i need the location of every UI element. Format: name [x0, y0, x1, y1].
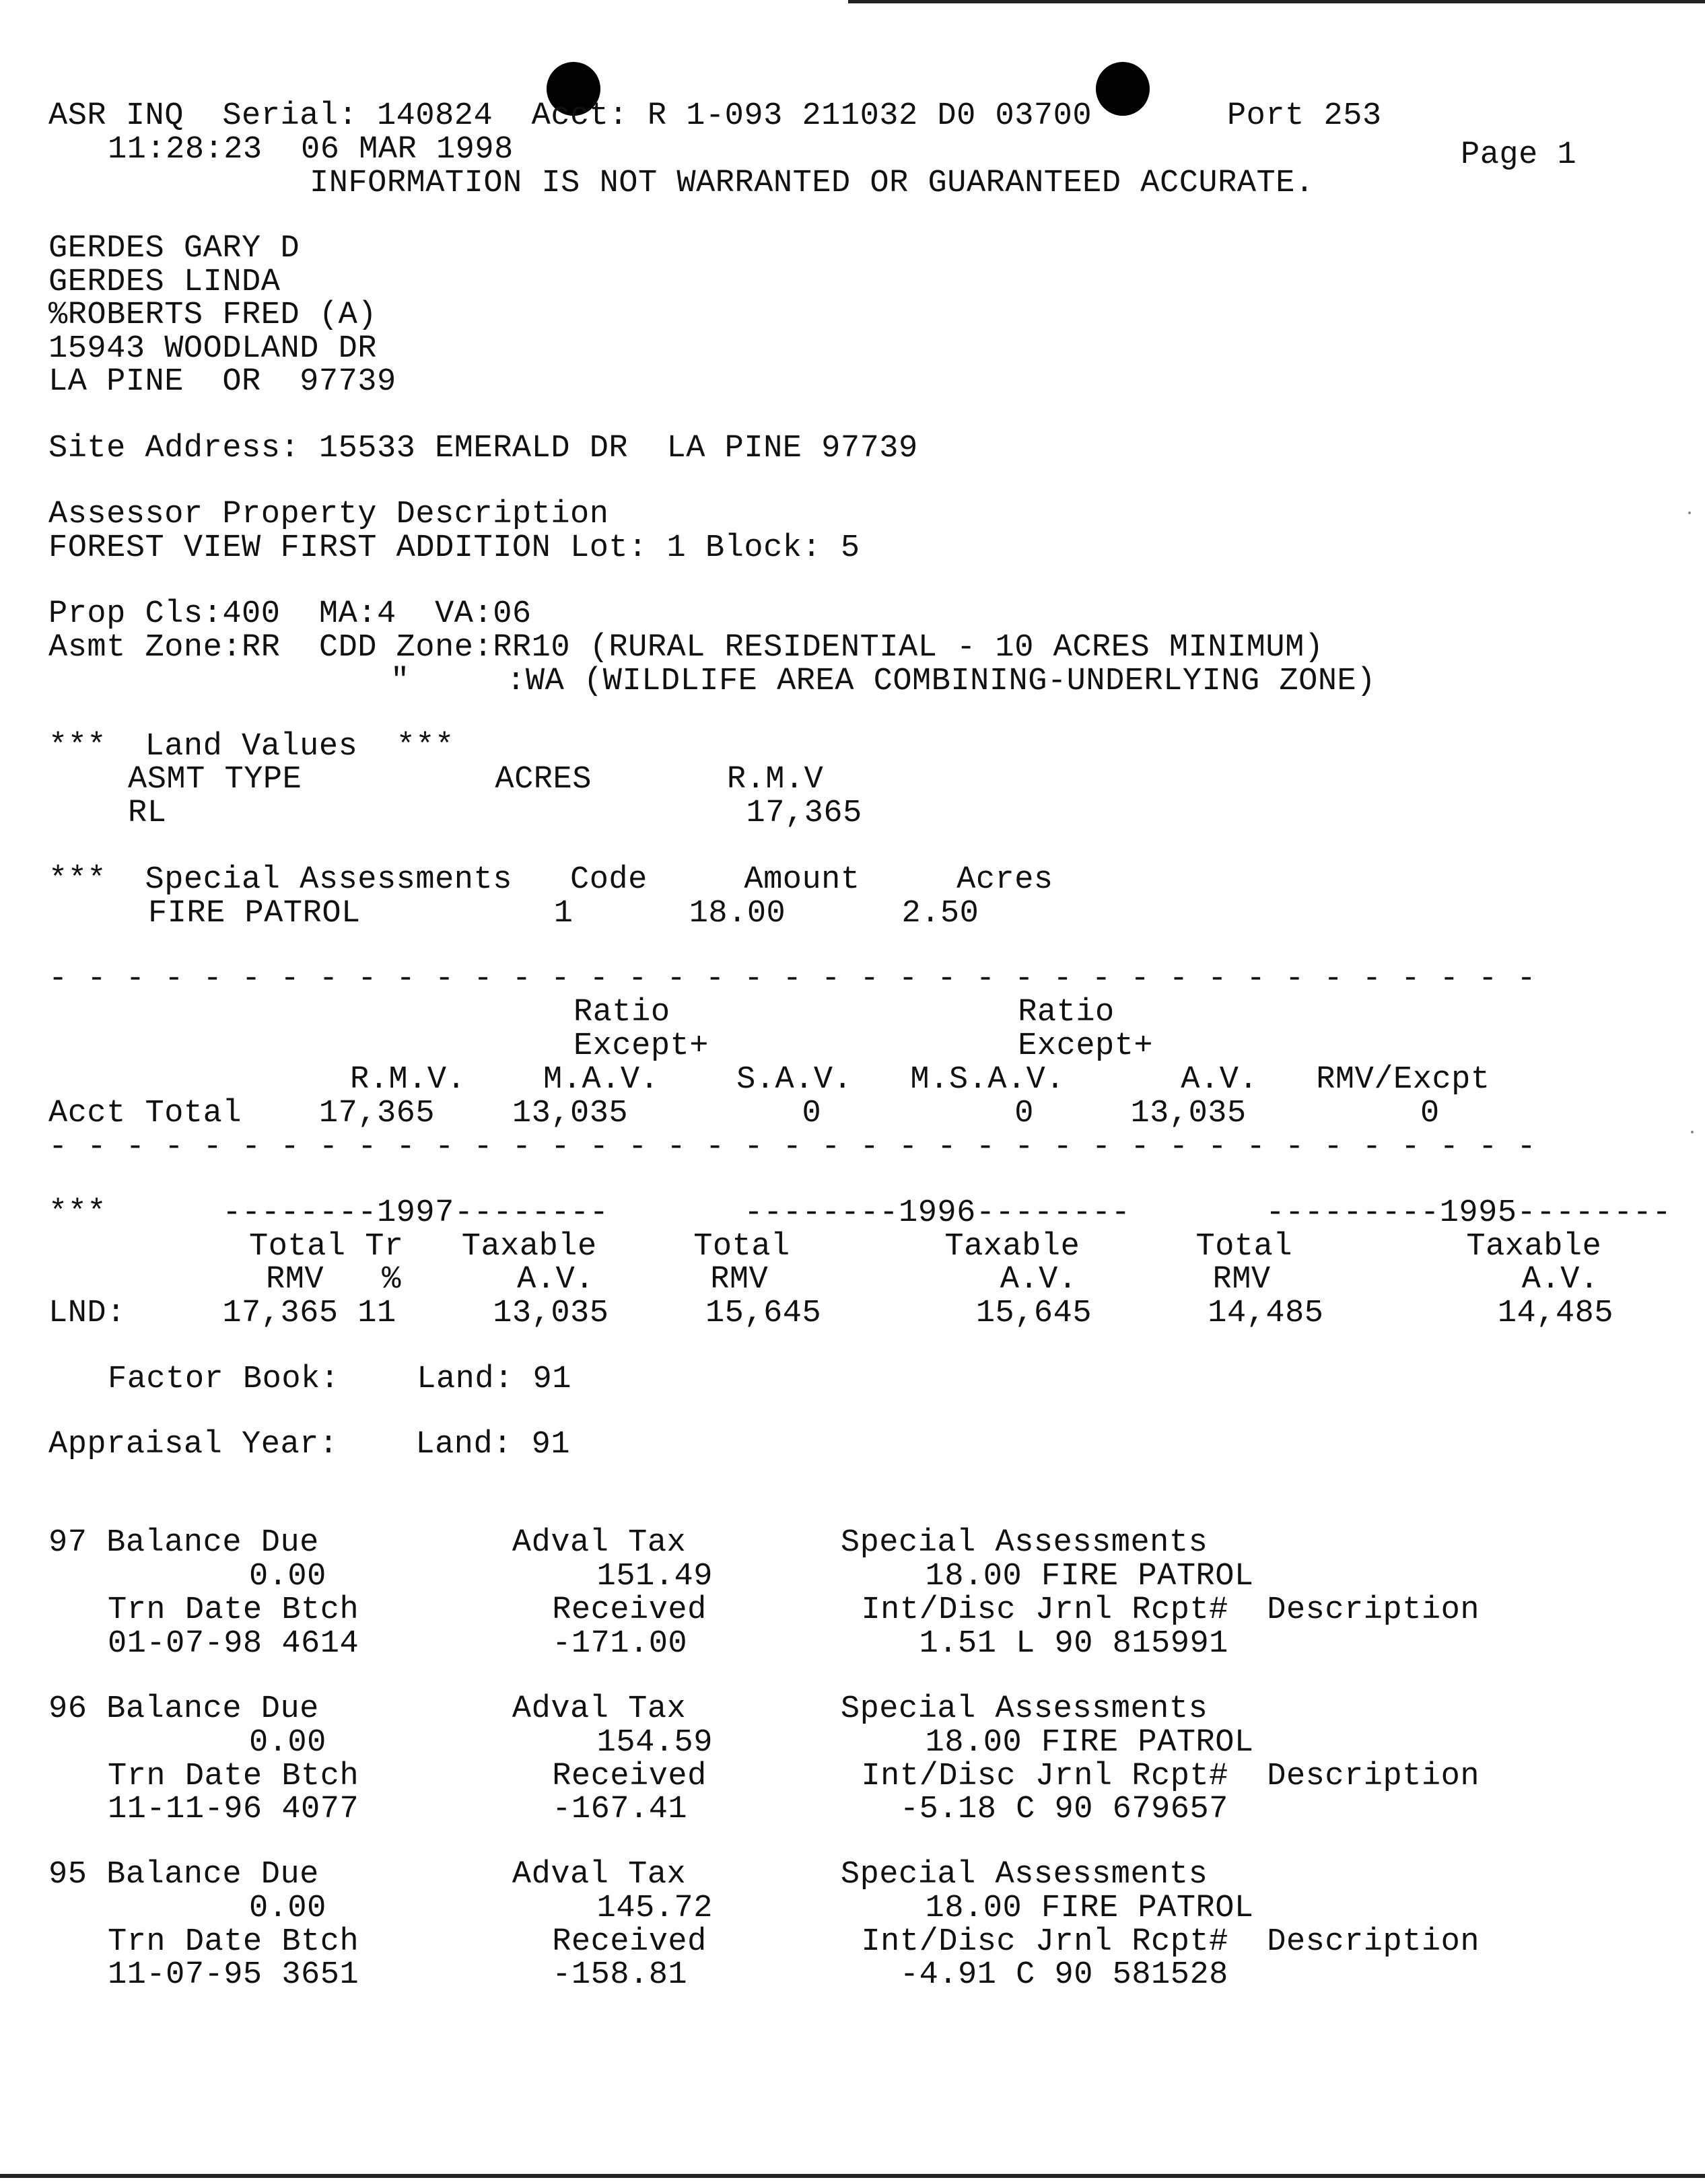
tax-year-line: 01-07-98 4614 -171.00 1.51 L 90 815991 — [108, 1626, 1228, 1662]
top-rule — [848, 0, 1705, 3]
history-row-lnd: LND: 17,365 11 13,035 15,645 15,645 14,485 14,485 — [48, 1296, 1614, 1331]
factor-book: Factor Book: Land: 91 — [108, 1362, 571, 1397]
bottom-rule — [0, 2174, 1705, 2178]
prop-class-line: Prop Cls:400 MA:4 VA:06 — [48, 596, 532, 632]
tax-year-line: 95 Balance Due Adval Tax Special Assessments — [48, 1857, 1208, 1893]
tax-year-line: Trn Date Btch Received Int/Disc Jrnl Rcpt# Description — [108, 1759, 1480, 1794]
tax-year-line: Trn Date Btch Received Int/Disc Jrnl Rcpt# Description — [108, 1924, 1480, 1960]
land-values-heading: *** Land Values *** — [48, 729, 454, 765]
acct-header-1: Ratio Ratio — [573, 995, 1115, 1030]
land-values-row: RL 17,365 — [128, 796, 862, 831]
property-heading: Assessor Property Description — [48, 497, 609, 532]
owner-line: %ROBERTS FRED (A) — [48, 297, 377, 333]
special-assessments-header: *** Special Assessments Code Amount Acres — [48, 862, 1053, 898]
special-assessments-row: FIRE PATROL 1 18.00 2.50 — [148, 896, 979, 931]
disclaimer: INFORMATION IS NOT WARRANTED OR GUARANTEED ACCURATE. — [310, 166, 1315, 201]
acct-total-row: Acct Total 17,365 13,035 0 0 13,035 0 — [48, 1096, 1440, 1131]
tax-year-line: 0.00 154.59 18.00 FIRE PATROL — [249, 1725, 1254, 1761]
tax-year-line: 96 Balance Due Adval Tax Special Assessments — [48, 1691, 1208, 1727]
header-line-1: ASR INQ Serial: 140824 Acct: R 1-093 211032 D0 03700 Port 253 — [48, 98, 1382, 134]
acct-header-3: R.M.V. M.A.V. S.A.V. M.S.A.V. A.V. RMV/Excpt — [350, 1062, 1490, 1098]
zone-line: Asmt Zone:RR CDD Zone:RR10 (RURAL RESIDENTIAL - 10 ACRES MINIMUM) — [48, 630, 1324, 666]
tax-year-line: 97 Balance Due Adval Tax Special Assessments — [48, 1525, 1208, 1561]
land-values-header: ASMT TYPE ACRES R.M.V — [128, 762, 824, 798]
divider-dashes: - - - - - - - - - - - - - - - - - - - - - - - - - - - - - - - - - - - - - - - — [48, 1129, 1537, 1165]
owner-line: GERDES LINDA — [48, 265, 281, 300]
tax-year-line: 0.00 151.49 18.00 FIRE PATROL — [249, 1559, 1254, 1594]
page-number: Page 1 — [1461, 137, 1577, 173]
property-description: FOREST VIEW FIRST ADDITION Lot: 1 Block: 5 — [48, 530, 860, 566]
owner-line: LA PINE OR 97739 — [48, 364, 396, 400]
history-header-1: Total Tr Taxable Total Taxable Total Taxable — [249, 1229, 1602, 1265]
scan-speck — [1691, 1131, 1694, 1133]
site-address: Site Address: 15533 EMERALD DR LA PINE 97739 — [48, 431, 918, 466]
history-header-2: RMV % A.V. RMV A.V. RMV A.V. — [266, 1262, 1599, 1298]
acct-header-2: Except+ Except+ — [573, 1028, 1154, 1064]
appraisal-year: Appraisal Year: Land: 91 — [48, 1427, 571, 1463]
owner-line: 15943 WOODLAND DR — [48, 331, 377, 367]
tax-year-line: Trn Date Btch Received Int/Disc Jrnl Rcpt# Description — [108, 1592, 1480, 1628]
owner-line: GERDES GARY D — [48, 231, 300, 267]
tax-year-line: 0.00 145.72 18.00 FIRE PATROL — [249, 1891, 1254, 1926]
tax-year-line: 11-11-96 4077 -167.41 -5.18 C 90 679657 — [108, 1792, 1228, 1827]
tax-year-line: 11-07-95 3651 -158.81 -4.91 C 90 581528 — [108, 1957, 1228, 1993]
divider-dashes: - - - - - - - - - - - - - - - - - - - - - - - - - - - - - - - - - - - - - - - — [48, 961, 1537, 997]
zone-line-2: " :WA (WILDLIFE AREA COMBINING-UNDERLYING ZONE) — [390, 664, 1376, 699]
header-datetime: 11:28:23 06 MAR 1998 — [108, 132, 514, 168]
scan-speck — [1688, 512, 1691, 514]
history-years: *** --------1997-------- --------1996-------- ---------1995-------- — [48, 1195, 1672, 1231]
